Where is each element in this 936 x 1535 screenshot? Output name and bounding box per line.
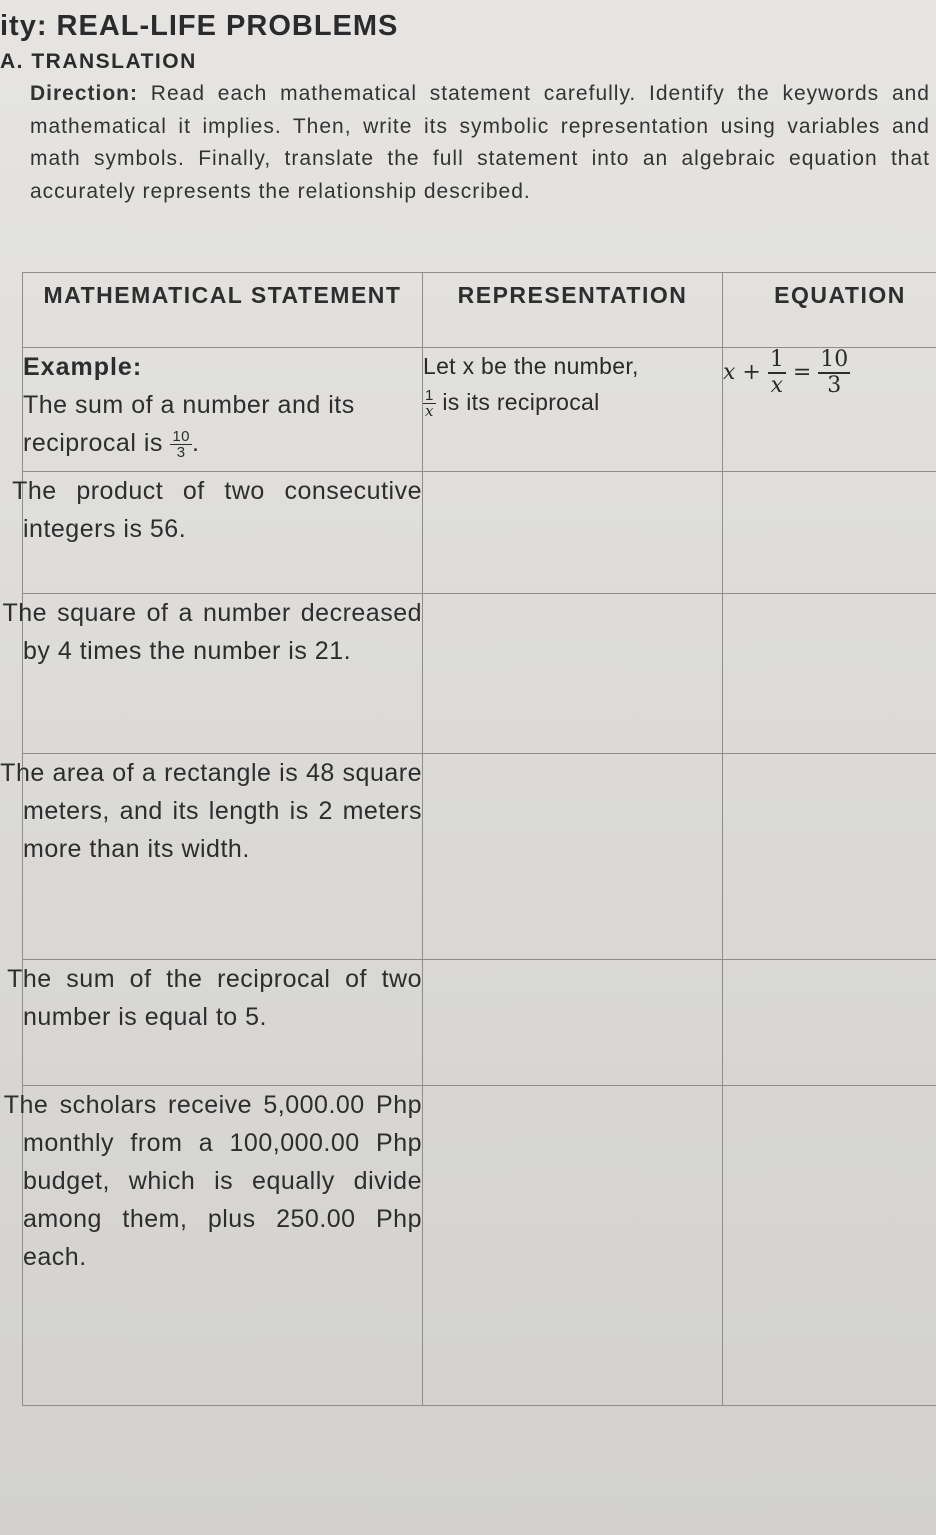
fraction-numerator: 1 [769, 347, 784, 372]
direction-text: Read each mathematical statement carefully. Identify the keywords and mathematical it implies. Then, write its symbolic representation using variables and math symbols. Finally, translate the full statement into an algebraic equation that accurately represents the relationship described. [30, 82, 930, 203]
example-statement-text: The sum of a number and its reciprocal is [23, 391, 355, 457]
representation-answer-1[interactable] [423, 472, 723, 594]
table-row [23, 754, 936, 960]
activity-title: ity: REAL-LIFE PROBLEMS [0, 10, 399, 42]
representation-line-1: Let x be the number, [423, 353, 639, 379]
header-representation: REPRESENTATION [423, 273, 723, 348]
statement-text: The scholars receive 5,000.00 Php monthly from a 100,000.00 Php budget, which is equally divide among them, plus 250.00 Php each. [3, 1091, 422, 1271]
table-row [23, 1086, 936, 1406]
statement-text: The square of a number decreased by 4 times the number is 21. [2, 599, 423, 665]
direction-label: Direction: [30, 82, 139, 105]
equation-fraction-1 [768, 348, 786, 398]
reciprocal-fraction [423, 388, 436, 419]
table-row [23, 960, 936, 1086]
representation-answer-3[interactable] [423, 754, 723, 960]
fraction-numerator: 1 [425, 387, 434, 405]
equals-sign: = [792, 360, 812, 385]
fraction-denominator: x [770, 373, 784, 398]
equation-answer-4[interactable] [723, 960, 936, 1086]
equation-answer-1[interactable] [723, 472, 936, 594]
statement-cell-3 [0, 754, 423, 960]
equation-variable: x [723, 360, 736, 385]
fraction-denominator: 3 [827, 373, 842, 398]
equation-answer-2[interactable] [723, 594, 936, 754]
representation-answer-4[interactable] [423, 960, 723, 1086]
example-period: . [192, 429, 200, 457]
header-equation: EQUATION [723, 273, 936, 348]
plus-sign: + [742, 360, 761, 385]
example-representation-cell [423, 348, 723, 472]
example-statement-cell [23, 348, 423, 472]
example-row [23, 348, 936, 472]
statement-cell-5 [3, 1086, 423, 1406]
fraction-denominator: x [424, 402, 434, 421]
table-header-row [23, 273, 936, 348]
table-row [23, 594, 936, 754]
example-equation-cell [723, 348, 936, 472]
example-label: Example: [23, 353, 143, 381]
table-row [23, 472, 936, 594]
equation-answer-5[interactable] [723, 1086, 936, 1406]
equation-fraction-2 [818, 348, 850, 398]
representation-text: is its reciprocal [442, 389, 600, 415]
direction-paragraph [30, 78, 930, 208]
fraction-denominator: 3 [176, 443, 186, 461]
example-fraction [170, 429, 192, 460]
fraction-numerator: 10 [820, 347, 849, 372]
section-title: A. TRANSLATION [0, 50, 197, 73]
header-statement: MATHEMATICAL STATEMENT [23, 273, 423, 348]
translation-table [0, 272, 936, 1406]
representation-answer-5[interactable] [423, 1086, 723, 1406]
statement-cell-4 [7, 960, 423, 1086]
statement-cell-1 [12, 472, 423, 594]
equation-answer-3[interactable] [723, 754, 936, 960]
representation-answer-2[interactable] [423, 594, 723, 754]
statement-text: The area of a rectangle is 48 square meters, and its length is 2 meters more than its width. [0, 759, 422, 863]
representation-line-2 [423, 384, 722, 420]
fraction-numerator: 10 [172, 427, 191, 445]
statement-text: The sum of the reciprocal of two number is equal to 5. [7, 965, 422, 1031]
statement-cell-2 [2, 594, 423, 754]
example-statement [23, 386, 422, 462]
statement-text: The product of two consecutive integers is 56. [12, 477, 422, 543]
